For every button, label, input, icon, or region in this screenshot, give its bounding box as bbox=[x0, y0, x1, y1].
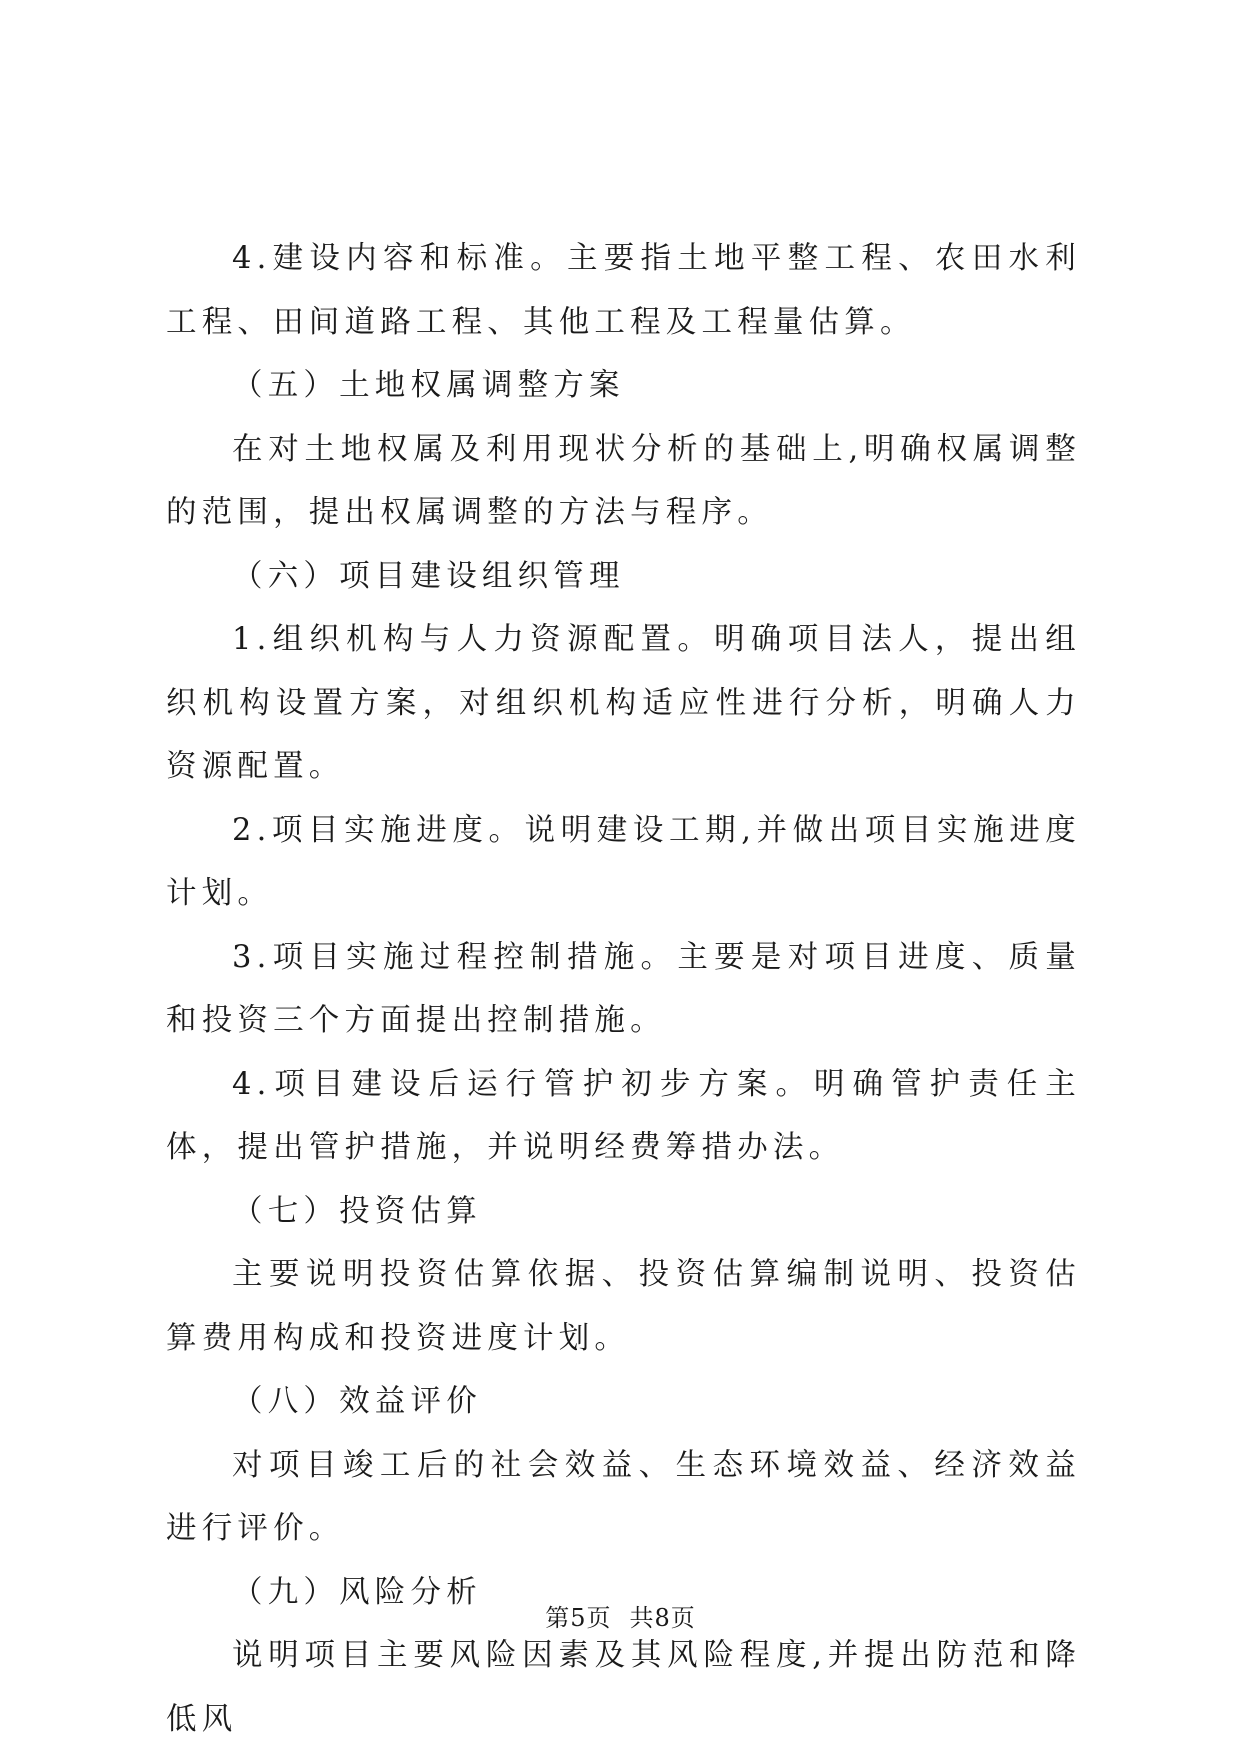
paragraph-organization-hr: 1.组织机构与人力资源配置。明确项目法人，提出组织机构设置方案，对组织机构适应性进行分析，明确人力资源配置。 bbox=[166, 622, 1081, 784]
paragraph-implementation-schedule: 2.项目实施进度。说明建设工期,并做出项目实施进度计划。 bbox=[166, 812, 1081, 911]
heading-risk-analysis: （九）风险分析 bbox=[232, 1574, 482, 1610]
page-footer bbox=[0, 1598, 1241, 1633]
paragraph-benefit-evaluation: 对项目竣工后的社会效益、生态环境效益、经济效益进行评价。 bbox=[166, 1447, 1081, 1546]
heading-investment-estimate: （七）投资估算 bbox=[232, 1193, 482, 1229]
paragraph-construction-content: 4.建设内容和标准。主要指土地平整工程、农田水利工程、田间道路工程、其他工程及工程量估算。 bbox=[166, 241, 1081, 340]
paragraph-operation-maintenance: 4.项目建设后运行管护初步方案。明确管护责任主体，提出管护措施，并说明经费筹措办法。 bbox=[166, 1066, 1081, 1165]
total-pages: 共8页 bbox=[629, 1604, 696, 1632]
heading-benefit-evaluation: （八）效益评价 bbox=[232, 1384, 482, 1419]
heading-land-ownership: （五）土地权属调整方案 bbox=[232, 368, 625, 403]
page-number: 第5页 bbox=[545, 1604, 612, 1632]
paragraph-process-control: 3.项目实施过程控制措施。主要是对项目进度、质量和投资三个方面提出控制措施。 bbox=[166, 939, 1081, 1038]
paragraph-risk-analysis: 说明项目主要风险因素及其风险程度,并提出防范和降低风 bbox=[166, 1638, 1081, 1737]
paragraph-land-ownership: 在对土地权属及利用现状分析的基础上,明确权属调整的范围，提出权属调整的方法与程序。 bbox=[166, 431, 1081, 530]
document-body bbox=[166, 227, 1081, 1751]
heading-project-organization: （六）项目建设组织管理 bbox=[232, 558, 625, 594]
paragraph-investment-estimate: 主要说明投资估算依据、投资估算编制说明、投资估算费用构成和投资进度计划。 bbox=[166, 1257, 1081, 1356]
